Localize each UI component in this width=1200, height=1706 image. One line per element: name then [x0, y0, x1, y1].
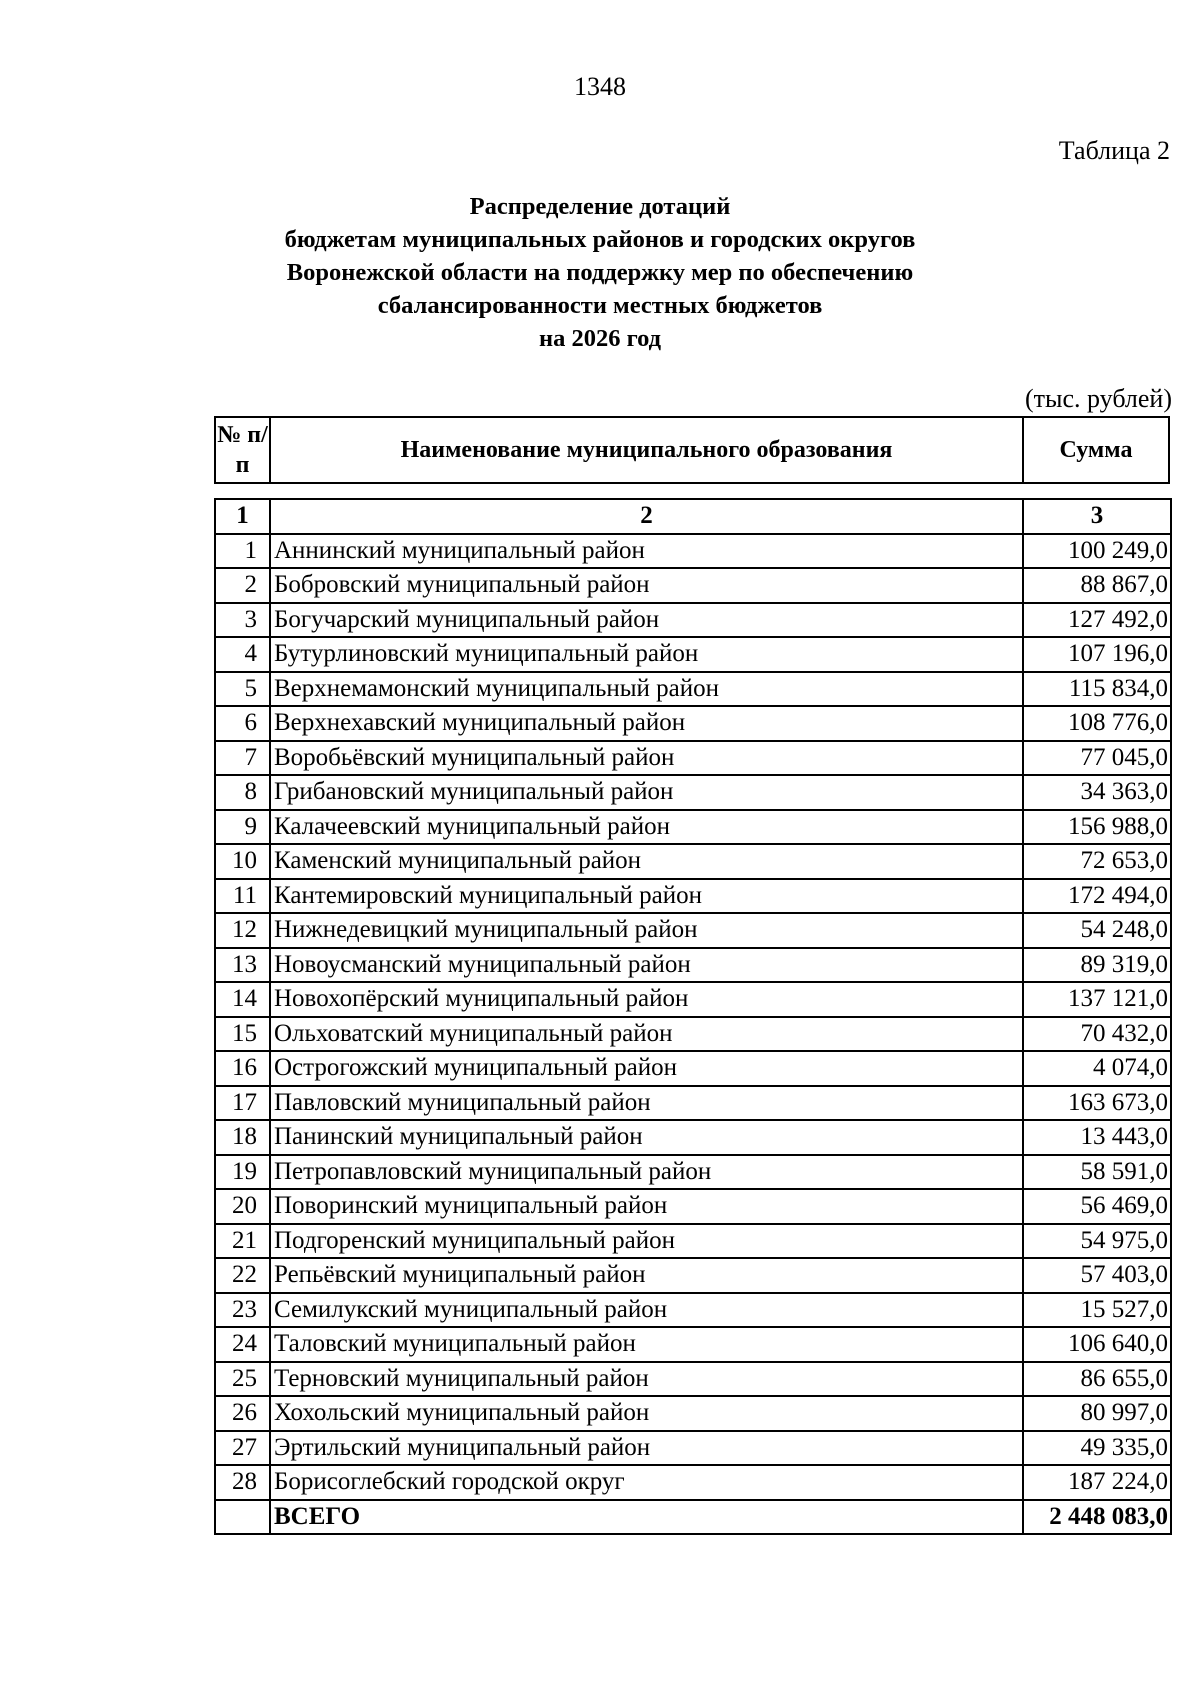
row-number: 24: [215, 1327, 270, 1362]
row-sum: 77 045,0: [1023, 741, 1171, 776]
row-sum: 56 469,0: [1023, 1189, 1171, 1224]
row-sum: 137 121,0: [1023, 982, 1171, 1017]
row-sum: 70 432,0: [1023, 1017, 1171, 1052]
row-sum: 100 249,0: [1023, 534, 1171, 569]
row-number: 19: [215, 1155, 270, 1190]
row-name: Павловский муниципальный район: [270, 1086, 1023, 1121]
row-number: 17: [215, 1086, 270, 1121]
row-number: 11: [215, 879, 270, 914]
table-row: [215, 1086, 1171, 1121]
table-row: [215, 1120, 1171, 1155]
row-name: Подгоренский муниципальный район: [270, 1224, 1023, 1259]
row-number: 7: [215, 741, 270, 776]
row-number: 9: [215, 810, 270, 845]
row-sum: 187 224,0: [1023, 1465, 1171, 1500]
total-sum: 2 448 083,0: [1023, 1500, 1171, 1535]
row-sum: 115 834,0: [1023, 672, 1171, 707]
row-number: 25: [215, 1362, 270, 1397]
table-row: [215, 1327, 1171, 1362]
table-row: [215, 672, 1171, 707]
row-number: 4: [215, 637, 270, 672]
table-row: [215, 982, 1171, 1017]
row-sum: 172 494,0: [1023, 879, 1171, 914]
document-title: [150, 190, 1050, 355]
row-number: 20: [215, 1189, 270, 1224]
row-name: Новохопёрский муниципальный район: [270, 982, 1023, 1017]
row-number: 8: [215, 775, 270, 810]
row-sum: 54 248,0: [1023, 913, 1171, 948]
column-number: 1: [215, 499, 270, 534]
row-name: Нижнедевицкий муниципальный район: [270, 913, 1023, 948]
table-row: [215, 948, 1171, 983]
row-name: Новоусманский муниципальный район: [270, 948, 1023, 983]
row-name: Бутурлиновский муниципальный район: [270, 637, 1023, 672]
row-sum: 86 655,0: [1023, 1362, 1171, 1397]
table-row: [215, 1431, 1171, 1466]
table-row: [215, 1017, 1171, 1052]
column-number: 2: [270, 499, 1023, 534]
header-name: Наименование муниципального образования: [270, 417, 1023, 483]
row-number: 1: [215, 534, 270, 569]
row-name: Бобровский муниципальный район: [270, 568, 1023, 603]
row-name: Репьёвский муниципальный район: [270, 1258, 1023, 1293]
row-name: Верхнемамонский муниципальный район: [270, 672, 1023, 707]
row-name: Калачеевский муниципальный район: [270, 810, 1023, 845]
table-row: [215, 775, 1171, 810]
page-number: 1348: [574, 72, 626, 101]
table-row: [215, 1224, 1171, 1259]
row-name: Воробьёвский муниципальный район: [270, 741, 1023, 776]
table-row: [215, 879, 1171, 914]
row-name: Борисоглебский городской округ: [270, 1465, 1023, 1500]
row-number: 16: [215, 1051, 270, 1086]
title-line: сбалансированности местных бюджетов: [377, 292, 823, 319]
table-row: [215, 913, 1171, 948]
table-row: [215, 741, 1171, 776]
table-header: [214, 416, 1170, 484]
row-sum: 34 363,0: [1023, 775, 1171, 810]
row-sum: 4 074,0: [1023, 1051, 1171, 1086]
row-sum: 89 319,0: [1023, 948, 1171, 983]
row-name: Панинский муниципальный район: [270, 1120, 1023, 1155]
row-name: Терновский муниципальный район: [270, 1362, 1023, 1397]
row-number: 28: [215, 1465, 270, 1500]
table-row: [215, 1465, 1171, 1500]
table-row: [215, 706, 1171, 741]
table-row: [215, 1051, 1171, 1086]
row-number: 13: [215, 948, 270, 983]
table-row: [215, 1258, 1171, 1293]
row-number: 3: [215, 603, 270, 638]
units-label: (тыс. рублей): [1024, 384, 1172, 413]
table-row: [215, 1293, 1171, 1328]
row-sum: 107 196,0: [1023, 637, 1171, 672]
row-sum: 127 492,0: [1023, 603, 1171, 638]
table-row: [215, 568, 1171, 603]
row-name: Верхнехавский муниципальный район: [270, 706, 1023, 741]
row-number: 5: [215, 672, 270, 707]
table-row: [215, 637, 1171, 672]
row-sum: 15 527,0: [1023, 1293, 1171, 1328]
header-num: № п/п: [215, 417, 270, 483]
row-name: Острогожский муниципальный район: [270, 1051, 1023, 1086]
row-sum: 88 867,0: [1023, 568, 1171, 603]
row-sum: 57 403,0: [1023, 1258, 1171, 1293]
row-name: Кантемировский муниципальный район: [270, 879, 1023, 914]
header-sum: Сумма: [1023, 417, 1169, 483]
row-sum: 49 335,0: [1023, 1431, 1171, 1466]
row-name: Эртильский муниципальный район: [270, 1431, 1023, 1466]
table-row: [215, 603, 1171, 638]
row-name: Ольховатский муниципальный район: [270, 1017, 1023, 1052]
row-name: Хохольский муниципальный район: [270, 1396, 1023, 1431]
column-number: 3: [1023, 499, 1171, 534]
column-numbers-row: [215, 499, 1171, 534]
row-number: 23: [215, 1293, 270, 1328]
row-name: Семилукский муниципальный район: [270, 1293, 1023, 1328]
row-sum: 80 997,0: [1023, 1396, 1171, 1431]
row-sum: 156 988,0: [1023, 810, 1171, 845]
title-line: бюджетам муниципальных районов и городских округов: [284, 226, 916, 253]
row-number: 15: [215, 1017, 270, 1052]
row-number: 27: [215, 1431, 270, 1466]
row-name: Грибановский муниципальный район: [270, 775, 1023, 810]
row-number: 10: [215, 844, 270, 879]
row-number: 14: [215, 982, 270, 1017]
row-sum: 106 640,0: [1023, 1327, 1171, 1362]
total-label: ВСЕГО: [270, 1500, 1023, 1535]
table-label: Таблица 2: [1058, 136, 1170, 165]
data-table: [214, 498, 1172, 1535]
row-number: 6: [215, 706, 270, 741]
table-row: [215, 844, 1171, 879]
row-name: Таловский муниципальный район: [270, 1327, 1023, 1362]
title-line: на 2026 год: [538, 325, 662, 352]
title-line: Воронежской области на поддержку мер по обеспечению: [286, 259, 914, 286]
row-sum: 163 673,0: [1023, 1086, 1171, 1121]
row-sum: 72 653,0: [1023, 844, 1171, 879]
row-name: Каменский муниципальный район: [270, 844, 1023, 879]
row-name: Аннинский муниципальный район: [270, 534, 1023, 569]
total-row: [215, 1500, 1171, 1535]
row-sum: 13 443,0: [1023, 1120, 1171, 1155]
row-number: 18: [215, 1120, 270, 1155]
table-row: [215, 1189, 1171, 1224]
row-number: 26: [215, 1396, 270, 1431]
row-number: 21: [215, 1224, 270, 1259]
table-row: [215, 1155, 1171, 1190]
total-num: [215, 1500, 270, 1535]
row-name: Богучарский муниципальный район: [270, 603, 1023, 638]
title-line: Распределение дотаций: [469, 193, 731, 220]
table-row: [215, 534, 1171, 569]
row-number: 12: [215, 913, 270, 948]
row-sum: 108 776,0: [1023, 706, 1171, 741]
row-number: 22: [215, 1258, 270, 1293]
row-name: Петропавловский муниципальный район: [270, 1155, 1023, 1190]
table-row: [215, 810, 1171, 845]
row-number: 2: [215, 568, 270, 603]
table-row: [215, 1396, 1171, 1431]
row-name: Поворинский муниципальный район: [270, 1189, 1023, 1224]
row-sum: 54 975,0: [1023, 1224, 1171, 1259]
row-sum: 58 591,0: [1023, 1155, 1171, 1190]
table-row: [215, 1362, 1171, 1397]
